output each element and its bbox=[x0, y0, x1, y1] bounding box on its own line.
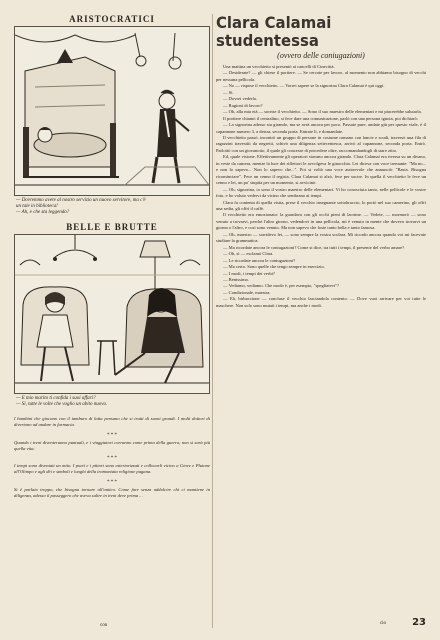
section-title-aristocratici: ARISTOCRATICI bbox=[69, 14, 155, 24]
left-paragraph-1: I bambini che giocano con il tamburo di latta pensano che si tratti di suoni grandi. I molti dottori di divertono ad andare in farmacia. bbox=[14, 416, 210, 428]
page-number: 23 bbox=[412, 617, 426, 628]
article-paragraph: — La signorina adesso sta girando, ma se avrà ancora per poco. Passate pure, andate giù per questo viale, è il capannone numero 3, a destra, seconda porta. Entrate lì, e domandate. bbox=[216, 122, 426, 134]
article-subtitle: (ovvero delle coniugazioni) bbox=[277, 51, 365, 60]
article-paragraph: — Eh, birbaccione — concluse il vecchio lasciandola contento. — Dove vuoi arrivare per voi tutte le maschere. Non solo sono mutati i tempi, ma anche i modi. bbox=[216, 296, 426, 308]
cartoon-aristocratici-drawing bbox=[15, 27, 209, 193]
column-divider bbox=[212, 14, 213, 628]
magazine-page bbox=[14, 14, 426, 628]
article-paragraph: — Desiderate? — gli chiese il portiere. — Se cercate per lavoro, al momento non abbiamo bisogno di vecchi per nessuna pellicola. bbox=[216, 70, 426, 82]
article-paragraph: — Oh, maestro — sorridevo lei, — sono sempre la vostra scolara. Mi ricordo ancora quando voi mi facevate studiare la grammatica. bbox=[216, 231, 426, 244]
article-paragraph: Il vecchietto passò, incontrò un gruppo di persone in costume romano con lancie e scudi, traversò una fila di ragazzini travestiti da negretti, schivò una diligenza settecentesca, arrivò al capannone, seconda porta. Entrò. Parlottò con un giovanotto, il quale gli concesse di procedere oltre, raccomandandogli di stare zitto. bbox=[216, 134, 426, 153]
cartoon-aristocratici-caption-3: — Ah, e che sta leggendo? bbox=[16, 210, 70, 215]
article-paragraph: — Oh, alla mia età — sorrise il vecchietto. — Sono il suo maestro delle elementari e mi piacerebbe salutarla. bbox=[223, 109, 422, 115]
article-title: Clara Calamai studentessa bbox=[216, 13, 332, 50]
article-paragraph: — Sì. bbox=[223, 89, 234, 95]
left-folio: con bbox=[100, 623, 108, 628]
article-paragraph: Il portiere chiamò il centralino, si fece dare una comunicazione, parlò con una persona ignota, poi dichiarò: bbox=[223, 115, 419, 121]
left-paragraph-4: Si è parlato troppo, che bisogna tornare all'antico. Come fare senza addolcire chi ci mantiene in diligenza, adesso il passeggero che aveva salire in treni deve prima ... bbox=[14, 486, 210, 499]
cartoon-aristocratici-caption-1: — Dovremmo avere al nostro servizio un nuovo servitore, ma c'è bbox=[16, 198, 146, 203]
article-paragraph: — I modi, i tempi dei verbi? bbox=[223, 270, 275, 276]
cartoon-aristocratici-caption-2: un tale in biblioteca! bbox=[16, 204, 58, 209]
article-paragraph: — Ma certo. Sono quelle che tengo sempre in esercizio. bbox=[223, 264, 325, 270]
left-paragraph-3: I tempi sono diventati un mito. I poeti e i pittori sono esteriorizzati e collocarli vicino a Giove e Plutone all'Olimpo e agli dèi e simboli e luoghi della tramontata religione pagana. bbox=[14, 463, 210, 475]
cartoon-belle-e-brutte bbox=[14, 234, 210, 394]
separator-stars-1: * * * bbox=[107, 432, 117, 438]
article-body bbox=[216, 64, 426, 309]
article-paragraph: — Le ricordate ancora le coniugazioni? bbox=[223, 257, 296, 263]
section-title-belle-e-brutte: BELLE E BRUTTE bbox=[66, 222, 158, 232]
article-paragraph: — Oh, signorina, io sono il vostro maestro delle elementari. Vi ho conosciuta tanto, nelle pellicole e le vostre foto, e ho voluto vedervi da vicino che sembrano ai tempi. bbox=[216, 186, 426, 199]
article-paragraph: — Vediamo, vediamo. Che modo è, per esempio, "spegliatevi"? bbox=[223, 283, 340, 289]
article-paragraph: — Ma ricordate ancora le coniugazioni? Come si dice, tra tutti i tempi, il presente del verbo amare? bbox=[223, 244, 405, 250]
left-column bbox=[14, 14, 210, 628]
article-paragraph: — Ragioni di lavoro? bbox=[223, 102, 263, 108]
article-paragraph: Clara fu contenta di quella visita, prese il vecchio insegnante sottobraccio, lo portò nel suo camerino, gli offrì una sedia, gli offrì il caffè. bbox=[216, 199, 426, 211]
right-column bbox=[216, 14, 426, 628]
article-paragraph: Una mattina un vecchietto si presentò ai cancelli di Cinecittà. bbox=[223, 64, 335, 69]
left-paragraph-2: Quando i treni diventeranno puntuali, e i viaggiatori corranno come prima della guerra, non si sarà più quella vita. bbox=[14, 439, 210, 451]
article-paragraph: Il vecchietto era emozionato: la guardava con gli occhi pieni di lacrime. — Vedete, — mormorò — sono venuto a trovarvi, perché l'altro giorno, vedendovi in una pellicola, mi è venuto in mente che dovevo trovarvi un giorno o l'altro, e così sono venuto. Ma non sapevo che foste tanto bella e tanto famosa. bbox=[216, 212, 426, 231]
article-paragraph: — No — rispose il vecchietto. — Vorrei sapere se la signorina Clara Calamai è qui oggi. bbox=[223, 83, 385, 89]
article-paragraph: — Dovrei vederla. bbox=[223, 96, 257, 102]
article-paragraph: — Oh, sì — esclamò Clara. bbox=[223, 251, 274, 257]
article-paragraph: Ed, quale visione. Effettivamente gli operatori stavano ancora girando. Clara Calamai era riversa su un divano, in veste da camera, mentre la luce dei riflettori le avvolgeva le ginocchia. Lei diceva con voce tremante: "Ma no... e non lo sapevo... Non lo sapevo che...". Poi si voltò una voce autorevole che annunciò: "Basta. Bisogna ricominciare". Fece un cenno il regista. Clara Calamai si alzò, fece per uscire. In quella il vecchietto le fece un cenno e lei, un po' stupita per un momento, si avvicinò. bbox=[216, 154, 426, 186]
separator-stars-2: * * * bbox=[107, 456, 117, 462]
right-folio: cio bbox=[379, 621, 386, 626]
cartoon-aristocratici bbox=[14, 26, 210, 196]
cartoon-belle-e-brutte-drawing bbox=[15, 235, 209, 391]
cartoon-belle-e-brutte-caption-1: — E mio marito ti confida i suoi affari? bbox=[16, 396, 96, 401]
article-paragraph: — Condizionale, maestra. bbox=[223, 289, 271, 295]
cartoon-belle-e-brutte-caption-2: — Sì, tutte le volte che voglio un abito nuovo. bbox=[16, 402, 108, 407]
separator-stars-3: * * * bbox=[107, 479, 117, 485]
article-paragraph: — Benissimo. bbox=[223, 276, 250, 282]
